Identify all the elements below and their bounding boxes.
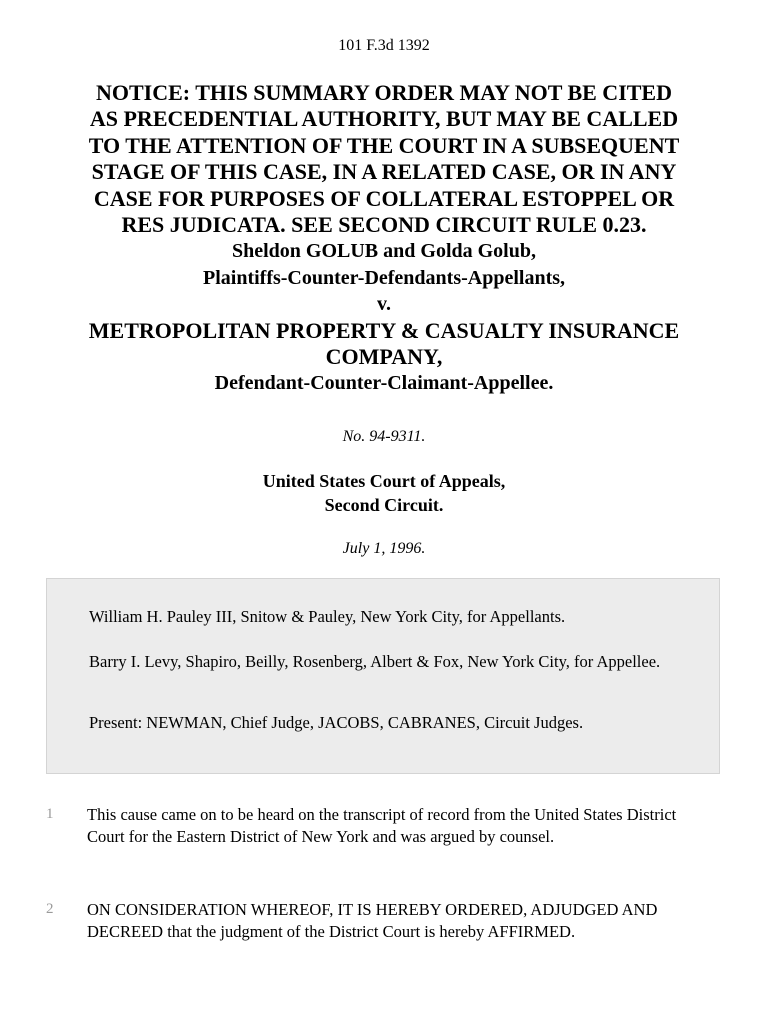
counsel-appellants: William H. Pauley III, Snitow & Pauley, New York City, for Appellants. <box>89 607 566 626</box>
court-name-line1: United States Court of Appeals, <box>262 471 506 491</box>
case-caption <box>30 80 738 397</box>
panel-judges: Present: NEWMAN, Chief Judge, JACOBS, CABRANES, Circuit Judges. <box>89 713 584 732</box>
notice-line: AS PRECEDENTIAL AUTHORITY, BUT MAY BE CALLED <box>89 106 679 132</box>
paragraph-number: 1 <box>46 806 54 822</box>
notice-line: TO THE ATTENTION OF THE COURT IN A SUBSEQUENT <box>88 132 680 158</box>
plaintiffs-role: Plaintiffs-Counter-Defendants-Appellants, <box>202 266 566 289</box>
notice-line: STAGE OF THIS CASE, IN A RELATED CASE, OR IN ANY <box>91 159 677 185</box>
court-name-line2: Second Circuit. <box>324 495 444 515</box>
defendant-role: Defendant-Counter-Claimant-Appellee. <box>214 372 554 395</box>
notice-line: RES JUDICATA. SEE SECOND CIRCUIT RULE 0.23. <box>121 212 647 238</box>
paragraph-number: 2 <box>46 901 54 917</box>
notice-line: NOTICE: THIS SUMMARY ORDER MAY NOT BE CITED <box>96 80 672 105</box>
defendant-name-line1: METROPOLITAN PROPERTY & CASUALTY INSURANCE <box>88 317 680 343</box>
paragraph-text: This cause came on to be heard on the transcript of record from the United States District Court for the Eastern District of New York and was argued by counsel. <box>87 805 677 846</box>
case-citation: 101 F.3d 1392 <box>338 37 430 54</box>
docket-number: No. 94-9311. <box>342 428 426 445</box>
defendant-name-line2: COMPANY, <box>325 344 443 370</box>
counsel-appellee: Barry I. Levy, Shapiro, Beilly, Rosenberg, Albert & Fox, New York City, for Appellee. <box>89 652 661 671</box>
decision-date: July 1, 1996. <box>342 540 426 557</box>
plaintiffs-names: Sheldon GOLUB and Golda Golub, <box>231 240 536 263</box>
versus-label: v. <box>377 293 391 316</box>
court-name <box>0 469 768 517</box>
paragraph-text: ON CONSIDERATION WHEREOF, IT IS HEREBY ORDERED, ADJUDGED AND DECREED that the judgment of the District Court is hereby AFFIRMED. <box>87 900 658 941</box>
notice-line: CASE FOR PURPOSES OF COLLATERAL ESTOPPEL OR <box>93 185 675 211</box>
counsel-panel <box>46 578 720 774</box>
